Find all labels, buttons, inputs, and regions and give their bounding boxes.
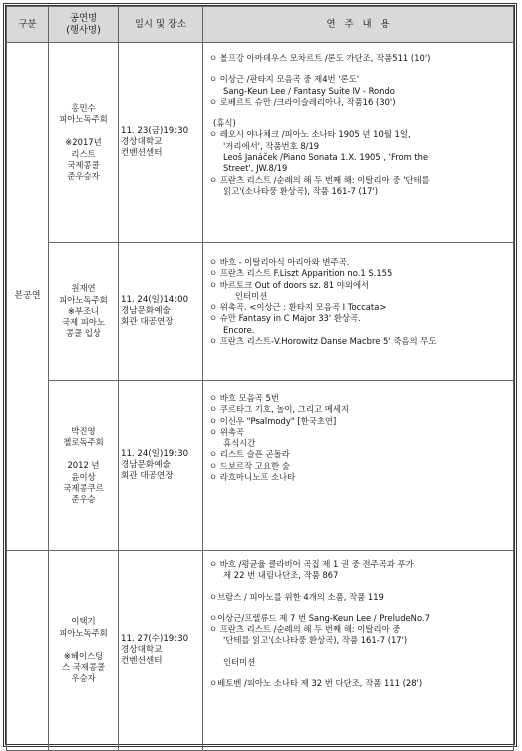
datetime-cell (119, 381, 203, 551)
program-line: 제 22 번 내림나단조, 작품 867 (223, 570, 339, 581)
datetime-venue: 컨벤션센터 (121, 656, 163, 667)
program-line: 읽고'(소나타풍 환상곡), 작품 161-7 (17') (223, 185, 378, 196)
performer-note: ※2017년 (65, 137, 102, 148)
datetime-venue: 회관 대공연장 (121, 317, 174, 328)
performer-cell (49, 551, 119, 751)
datetime-venue: 컨벤션센터 (121, 148, 163, 159)
program-line: Leoš Janáček /Piano Sonata 1.X. 1905 , 'From the (223, 152, 429, 163)
program-line: ㅇ 바흐 모음곡 5번 (209, 393, 279, 403)
header-datetime: 일시 및 장소 (119, 7, 203, 43)
performer-note: 리스트 (71, 148, 96, 159)
performer-type: 피아노독주회 (59, 294, 108, 305)
table-row (7, 381, 514, 551)
header-program: 연 주 내 용 (203, 7, 514, 43)
datetime-venue: 경상대학교 (121, 644, 163, 655)
program-cell (203, 243, 514, 381)
datetime-date: 11. 27(수)19:30 (121, 633, 189, 644)
performer-name: 박진영 (71, 425, 96, 436)
header-row (7, 7, 514, 43)
program-line: (휴식) (213, 118, 236, 129)
performer-cell (49, 43, 119, 243)
performer-cell (49, 243, 119, 381)
datetime-venue: 경남문화예술 (121, 459, 171, 470)
datetime-date: 11. 24(일)14:00 (121, 294, 189, 305)
program-line: '거리에서', 작품번호 8/19 (223, 140, 320, 151)
program-line: Encore. (223, 324, 255, 335)
header-performance-line2: (행사명) (66, 24, 101, 36)
datetime-date: 11. 23(금)19:30 (121, 125, 189, 136)
header-performance (49, 7, 119, 43)
datetime-date: 11. 24(일)19:30 (121, 448, 189, 459)
program-line: ㅇ 라흐마니노프 소나타 (209, 472, 296, 483)
performer-note: 국제콩쿠르 (63, 482, 104, 493)
program-line: ㅇ베토벤 /피아노 소나타 제 32 번 다단조, 작품 111 (28') (209, 678, 423, 689)
program-line: ㅇ 볼프강 아마데우스 모차르트 /론도 가단조, 작품511 (10') (209, 53, 431, 63)
table-row (7, 551, 514, 751)
program-line: ㅇ 이상근 /판타지 모음곡 중 제4번 '론도' (209, 74, 360, 85)
header-performance-line1: 공연명 (69, 12, 98, 24)
performer-type: 첼로독주회 (63, 436, 104, 447)
program-line: ㅇ 프란츠 리스트 F.Liszt Apparition no.1 S.155 (209, 268, 393, 279)
program-line: ㅇ 바흐 - 이탈리아식 아리아와 변주곡. (209, 257, 350, 267)
header-category: 구분 (7, 7, 49, 43)
program-line: 휴식시간 (223, 438, 256, 449)
program-line: Street', JW.8/19 (223, 163, 288, 174)
program-line: ㅇ 위촉곡. <이상근 : 환타지 모음곡 I Toccata> (209, 302, 387, 313)
program-line: '단테를 읽고'(소나타풍 환상곡), 작품 161-7 (17') (223, 635, 408, 646)
program-cell (203, 551, 514, 751)
table-row (7, 43, 514, 243)
program-line: ㅇ이상근/프렐류드 제 7 번 Sang-Keun Lee / PreludeNo.7 (209, 612, 430, 623)
concert-schedule-table (6, 6, 514, 751)
program-line: 인터미션 (223, 656, 256, 667)
performer-note: 국제 피아노 (61, 317, 106, 328)
program-line: ㅇ 이신우 "Psalmody" [한국초연] (209, 415, 337, 426)
program-line: ㅇ 프란츠 리스트-V.Horowitz Danse Macbre 5' 죽음의 무도 (209, 336, 437, 347)
program-line: ㅇ 슈만 Fantasy in C Major 33' 환상곡. (209, 313, 361, 324)
program-line: 인터미션 (235, 290, 268, 301)
performer-note: 윤이상 (71, 471, 96, 482)
program-line: ㅇ 쿠르타그 기호, 놀이, 그리고 메세지 (209, 404, 349, 415)
performer-note: 준우승자 (67, 171, 100, 182)
program-line: Sang-Keun Lee / Fantasy Suite Ⅳ - Rondo (223, 85, 395, 96)
performer-type: 피아노독주회 (59, 113, 108, 124)
category-cell: 본공연 (7, 43, 49, 551)
program-line: ㅇ 프란츠 리스트 /순례의 해 두 번째 해: 이탈리아 중 (209, 624, 401, 635)
datetime-venue: 회관 대공연장 (121, 471, 174, 482)
performer-note: 준우승 (71, 494, 96, 505)
datetime-venue: 경남문화예술 (121, 305, 171, 316)
program-line: ㅇ브람스 / 피아노를 위한 4개의 소품, 작품 119 (209, 591, 384, 602)
program-cell (203, 381, 514, 551)
program-line: ㅇ 리스트 슬픈 곤돌라 (209, 449, 290, 460)
program-line: ㅇ 바르토크 Out of doors sz. 81 야외에서 (209, 279, 370, 290)
program-line: ㅇ 레오시 야나체크 /피아노 소나타 1905 년 10월 1일, (209, 129, 411, 140)
performer-note: 우승자 (71, 673, 96, 684)
performer-name: 원재연 (71, 283, 96, 294)
program-line: ㅇ 프란츠 리스트 /순례의 해 두 번째 해: 이탈리아 중 '단테를 (209, 174, 430, 185)
performer-note: 국제콩쿨 (67, 159, 100, 170)
performer-note: 스 국제콩쿨 (61, 662, 106, 673)
performer-name: 홍민수 (71, 102, 96, 113)
datetime-venue: 경상대학교 (121, 136, 163, 147)
program-cell (203, 43, 514, 243)
performer-name: 이택기 (71, 616, 96, 627)
datetime-cell (119, 243, 203, 381)
table-row (7, 243, 514, 381)
program-line: ㅇ 로베르트 슈만 /크라이슬레리아나, 작품16 (30') (209, 96, 396, 107)
program-line: ㅇ 바흐 /평균율 클라비어 곡집 제 1 권 중 전주곡과 푸가 (209, 559, 414, 569)
performer-note: 콩쿨 입상 (65, 328, 102, 339)
performer-note: 2012 년 (67, 460, 100, 471)
program-line: ㅇ 위촉곡 (209, 426, 245, 437)
performer-cell (49, 381, 119, 551)
program-line: ㅇ 드보르작 고요한 숲 (209, 460, 290, 471)
performer-note: ※헤이스팅 (63, 650, 104, 661)
performer-type: 피아노독주회 (59, 627, 108, 638)
category-cell-empty (7, 551, 49, 751)
datetime-cell (119, 551, 203, 751)
concert-schedule-frame (3, 3, 517, 747)
performer-note: ※부조니 (67, 305, 100, 316)
datetime-cell (119, 43, 203, 243)
